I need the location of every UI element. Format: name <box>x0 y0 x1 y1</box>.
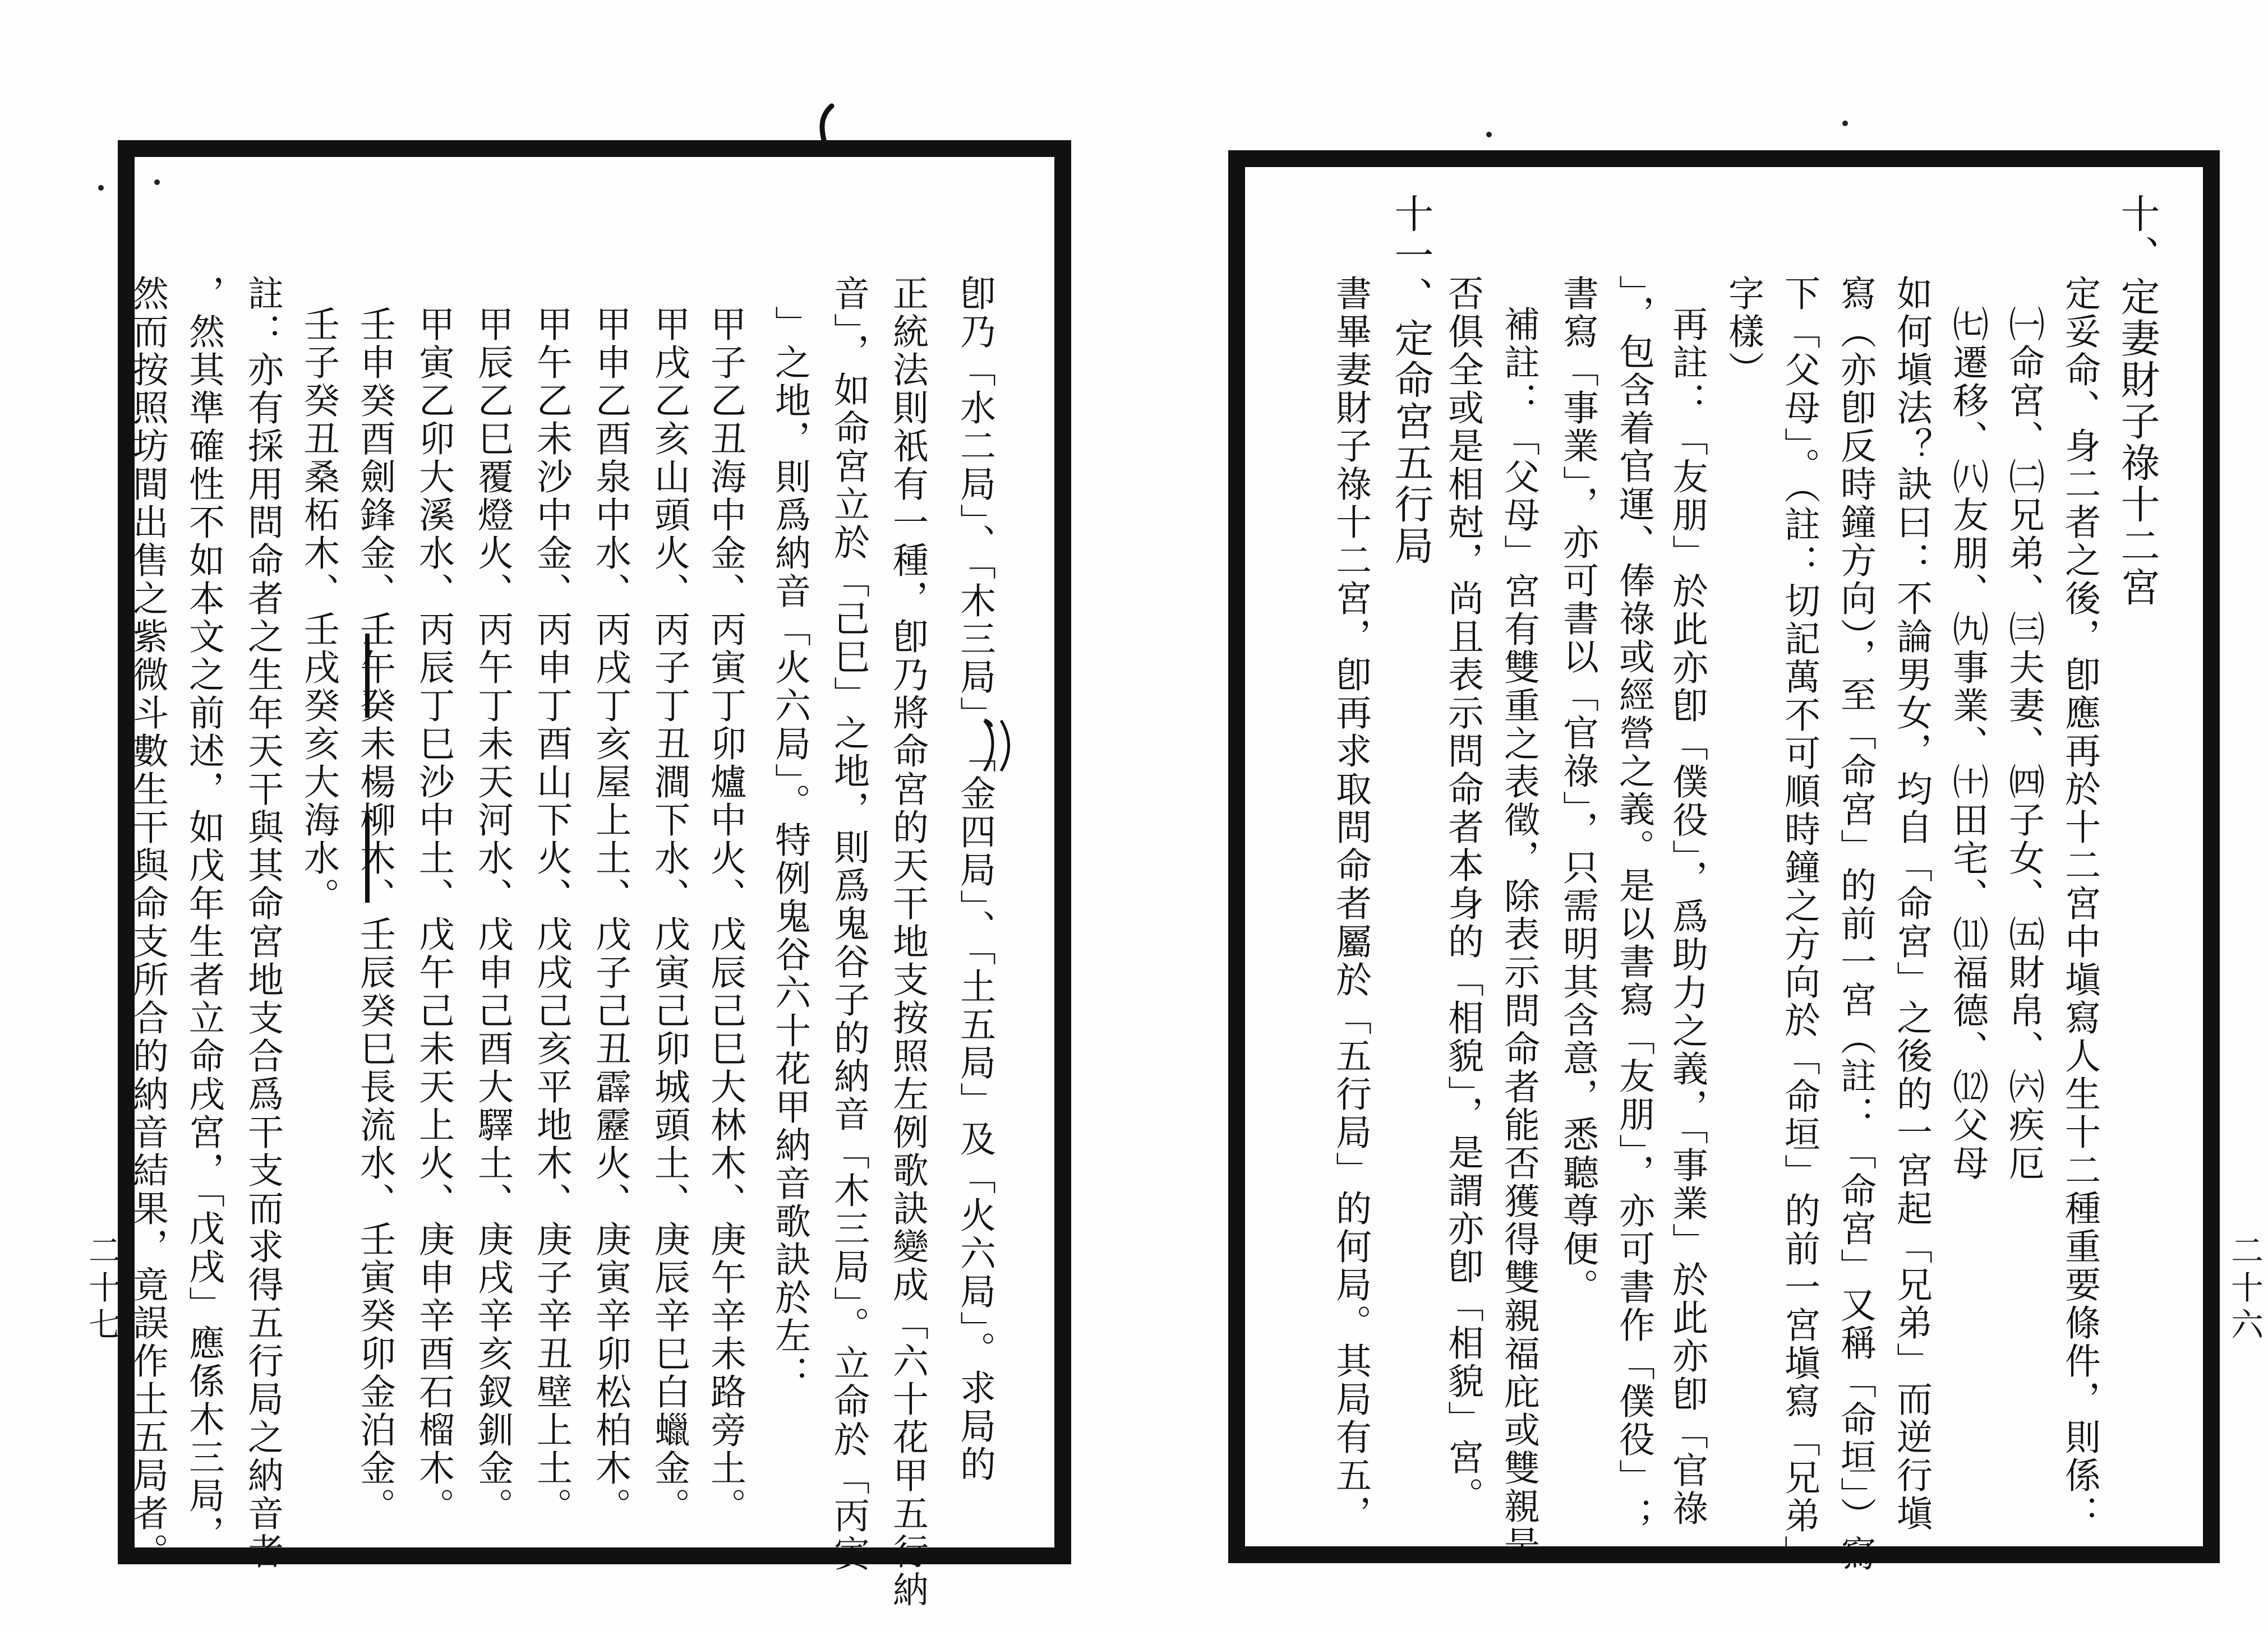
right-page-column: 十一、定命宮五行局 <box>1388 193 1434 567</box>
left-page-column: 然而按照坊間出售之紫微斗數生干與命支所合的納音結果，竟誤作土五局者。 <box>127 275 168 1571</box>
left-page-column: ，然其準確性不如本文之前述，如戊年生者立命戌宮，「戊戌」應係木三局， <box>183 275 224 1553</box>
left-page-column: 甲午乙未沙中金、丙申丁酉山下火、戊戌己亥平地木、庚子辛丑壁上土。 <box>531 306 572 1526</box>
right-page-number: 二十六 <box>2225 1233 2264 1344</box>
right-page-column: 書寫「事業」，亦可書以「官祿」，只需明其含意，悉聽尊便。 <box>1557 275 1598 1306</box>
ink-mark <box>816 104 838 143</box>
right-page-column: 書畢妻財子祿十二宮，卽再求取問命者屬於「五行局」的何局。其局有五， <box>1330 275 1371 1533</box>
right-page-column: 定妥命、身二者之後，卽應再於十二宮中塡寫人生十二種重要條件，則係： <box>2059 275 2100 1533</box>
scan-speck <box>1842 121 1848 126</box>
scan-speck <box>1486 132 1492 137</box>
right-page-column: 十、定妻財子祿十二宮 <box>2114 193 2160 608</box>
left-page-column: 」之地，則爲納音「火六局」。特例鬼谷六十花甲納音歌訣於左： <box>769 306 810 1393</box>
right-page-column: 寫（亦卽反時鐘方向），至「命宮」的前一宮（註：「命宮」又稱「命垣」）寫 <box>1834 275 1876 1573</box>
scan-speck <box>98 185 104 191</box>
right-page-column: 下「父母」。（註：切記萬不可順時鐘之方向於「命垣」的前一宮塡寫「兄弟」 <box>1778 275 1820 1573</box>
left-page-column: 正統法則祇有一種，卽乃將命宮的天干地支按照左例歌訣變成「六十花甲五行納 <box>887 275 928 1609</box>
right-page-column: 」，包含着官運、俸祿或經營之義。是以書寫「友朋」，亦可書作「僕役」； <box>1613 275 1654 1535</box>
left-page-column: 卽乃「水二局」、「木三局」、「金四局」、「土五局」及「火六局」。求局的 <box>954 275 995 1484</box>
left-page-column: 甲申乙酉泉中水、丙戌丁亥屋上土、戊子己丑霹靂火、庚寅辛卯松柏木。 <box>589 306 631 1526</box>
left-page-number: 二十七 <box>83 1233 121 1344</box>
right-page-column: ㈠命宮、㈡兄弟、㈢夫妻、㈣子女、㈤財帛、㈥疾厄 <box>2003 306 2044 1182</box>
right-page-column: 補註：「父母」宮有雙重之表徵，除表示問命者能否獲得雙親福庇或雙親是 <box>1498 306 1539 1564</box>
left-page-column: 壬申癸酉劍鋒金、壬午癸未楊柳木、壬辰癸巳長流水、壬寅癸卯金泊金。 <box>354 306 395 1526</box>
right-page-column: 如何塡法？訣曰：不論男女，均自「命宮」之後的一宮起「兄弟」而逆行塡 <box>1891 275 1932 1533</box>
left-page-column: 甲辰乙巳覆燈火、丙午丁未天河水、戊申己酉大驛土、庚戌辛亥釵釧金。 <box>472 306 513 1526</box>
left-page-column: 壬子癸丑桑柘木、壬戌癸亥大海水。 <box>298 306 339 916</box>
handwritten-bracket <box>979 715 1012 777</box>
right-page-column: 再註：「友朋」於此亦卽「僕役」，爲助力之義，「事業」於此亦卽「官祿 <box>1666 306 1708 1528</box>
left-page-column: 甲子乙丑海中金、丙寅丁卯爐中火、戊辰己巳大林木、庚午辛未路旁土。 <box>704 306 746 1526</box>
right-page-column: 字樣） <box>1722 275 1764 389</box>
left-page-column: 音」，如命宮立於「己巳」之地，則爲鬼谷子的納音「木三局」。立命於「丙寅 <box>828 275 869 1573</box>
left-page-column: 甲寅乙卯大溪水、丙辰丁巳沙中土、戊午己未天上火、庚申辛酉石榴木。 <box>413 306 454 1526</box>
handwritten-underline <box>359 634 376 914</box>
right-page-column: ㈦遷移、㈧友朋、㈨事業、㈩田宅、⑾福德、⑿父母 <box>1947 306 1988 1182</box>
scan-speck <box>154 179 160 185</box>
left-page-column: 註：亦有採用問命者之生年天干與其命宮地支合爲干支而求得五行局之納音者 <box>242 275 283 1571</box>
right-page-column: 否俱全或是相尅，尚且表示問命者本身的「相貌」，是謂亦卽「相貌」宮。 <box>1442 275 1483 1515</box>
left-page-column: 甲戌乙亥山頭火、丙子丁丑澗下水、戊寅己卯城頭土、庚辰辛巳白蠟金。 <box>648 306 690 1526</box>
